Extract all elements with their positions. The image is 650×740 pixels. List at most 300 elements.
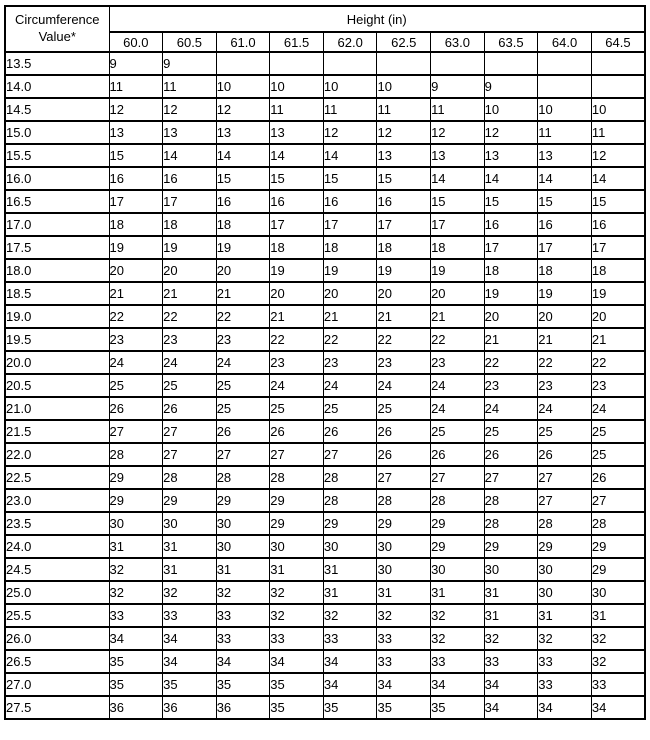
percent-fat-value-cell — [591, 52, 645, 75]
percent-fat-value-cell: 20 — [591, 305, 645, 328]
percent-fat-value-cell: 26 — [270, 420, 324, 443]
table-row — [5, 673, 645, 696]
percent-fat-value-cell: 21 — [109, 282, 163, 305]
percent-fat-value-cell: 24 — [270, 374, 324, 397]
percent-fat-value-cell: 34 — [484, 696, 538, 719]
percent-fat-value-cell: 31 — [377, 581, 431, 604]
percent-fat-value-cell: 22 — [109, 305, 163, 328]
percent-fat-value-cell: 29 — [431, 535, 485, 558]
percent-fat-value-cell: 30 — [323, 535, 377, 558]
circumference-header-line2: Value* — [38, 29, 76, 44]
percent-fat-value-cell: 12 — [163, 98, 217, 121]
percent-fat-value-cell — [323, 52, 377, 75]
percent-fat-value-cell: 17 — [538, 236, 592, 259]
percent-fat-value-cell: 35 — [431, 696, 485, 719]
table-row — [5, 558, 645, 581]
percent-fat-value-cell: 35 — [109, 650, 163, 673]
circumference-header-line1: Circumference — [14, 12, 100, 28]
percent-fat-value-cell: 18 — [431, 236, 485, 259]
height-column-header: 60.0 — [109, 32, 163, 52]
percent-fat-value-cell: 23 — [431, 351, 485, 374]
percent-fat-value-cell: 33 — [538, 673, 592, 696]
percent-fat-value-cell: 32 — [270, 581, 324, 604]
table-row — [5, 75, 645, 98]
table-row — [5, 466, 645, 489]
percent-fat-value-cell: 10 — [270, 75, 324, 98]
percent-fat-value-cell: 12 — [431, 121, 485, 144]
table-row — [5, 397, 645, 420]
percent-fat-value-cell: 11 — [538, 121, 592, 144]
circumference-value-cell: 20.5 — [5, 374, 109, 397]
percent-fat-value-cell: 29 — [216, 489, 270, 512]
percent-fat-value-cell: 12 — [216, 98, 270, 121]
percent-fat-value-cell: 30 — [163, 512, 217, 535]
percent-fat-value-cell: 19 — [484, 282, 538, 305]
percent-fat-value-cell: 18 — [109, 213, 163, 236]
percent-fat-value-cell: 10 — [377, 75, 431, 98]
percent-fat-value-cell: 30 — [431, 558, 485, 581]
percent-fat-value-cell: 32 — [163, 581, 217, 604]
percent-fat-value-cell: 31 — [163, 558, 217, 581]
height-column-header: 61.5 — [270, 32, 324, 52]
percent-fat-value-cell: 27 — [591, 489, 645, 512]
table-row — [5, 604, 645, 627]
percent-fat-value-cell: 23 — [484, 374, 538, 397]
percent-fat-value-cell: 23 — [538, 374, 592, 397]
percent-fat-value-cell: 29 — [484, 535, 538, 558]
percent-fat-value-cell: 9 — [109, 52, 163, 75]
percent-fat-value-cell: 18 — [270, 236, 324, 259]
circumference-value-cell: 27.0 — [5, 673, 109, 696]
percent-fat-value-cell: 19 — [591, 282, 645, 305]
percent-fat-value-cell: 11 — [591, 121, 645, 144]
percent-fat-value-cell: 16 — [109, 167, 163, 190]
percent-fat-value-cell: 34 — [323, 650, 377, 673]
percent-fat-value-cell: 17 — [109, 190, 163, 213]
percent-fat-value-cell: 30 — [216, 512, 270, 535]
percent-fat-value-cell: 23 — [591, 374, 645, 397]
table-row — [5, 213, 645, 236]
percent-fat-value-cell: 14 — [270, 144, 324, 167]
circumference-value-cell: 25.5 — [5, 604, 109, 627]
percent-fat-value-cell: 22 — [431, 328, 485, 351]
percent-fat-value-cell: 24 — [591, 397, 645, 420]
percent-fat-value-cell: 25 — [216, 397, 270, 420]
percent-fat-value-cell — [484, 52, 538, 75]
percent-fat-value-cell: 18 — [538, 259, 592, 282]
percent-fat-value-cell: 28 — [591, 512, 645, 535]
percent-fat-value-cell: 27 — [109, 420, 163, 443]
percent-fat-value-cell: 30 — [484, 558, 538, 581]
percent-fat-value-cell: 19 — [431, 259, 485, 282]
height-column-header: 60.5 — [163, 32, 217, 52]
percent-fat-value-cell: 11 — [431, 98, 485, 121]
percent-fat-value-cell: 26 — [163, 397, 217, 420]
percent-fat-value-cell: 16 — [270, 190, 324, 213]
percent-fat-value-cell: 26 — [538, 443, 592, 466]
percent-fat-value-cell: 18 — [163, 213, 217, 236]
percent-fat-value-cell: 14 — [323, 144, 377, 167]
percent-fat-value-cell: 34 — [323, 673, 377, 696]
height-column-header: 63.0 — [431, 32, 485, 52]
percent-fat-value-cell: 29 — [431, 512, 485, 535]
percent-fat-value-cell: 21 — [216, 282, 270, 305]
percent-fat-value-cell: 24 — [538, 397, 592, 420]
percent-fat-value-cell: 28 — [323, 466, 377, 489]
circumference-value-cell: 24.0 — [5, 535, 109, 558]
percent-fat-value-cell: 33 — [484, 650, 538, 673]
percent-fat-value-cell: 19 — [377, 259, 431, 282]
percent-fat-value-cell: 9 — [431, 75, 485, 98]
percent-fat-value-cell: 31 — [216, 558, 270, 581]
percent-fat-value-cell: 11 — [377, 98, 431, 121]
percent-fat-value-cell: 10 — [216, 75, 270, 98]
percent-fat-value-cell: 29 — [163, 489, 217, 512]
circumference-value-cell: 21.0 — [5, 397, 109, 420]
percent-fat-value-cell: 20 — [431, 282, 485, 305]
percent-fat-value-cell: 35 — [377, 696, 431, 719]
percent-fat-value-cell: 25 — [591, 443, 645, 466]
table-row — [5, 190, 645, 213]
percent-fat-value-cell: 32 — [109, 581, 163, 604]
percent-fat-value-cell: 34 — [216, 650, 270, 673]
percent-fat-value-cell: 22 — [591, 351, 645, 374]
percent-fat-value-cell: 24 — [323, 374, 377, 397]
percent-fat-value-cell: 17 — [591, 236, 645, 259]
table-row — [5, 328, 645, 351]
percent-fat-value-cell: 21 — [163, 282, 217, 305]
percent-fat-value-cell: 33 — [377, 650, 431, 673]
percent-fat-value-cell: 27 — [323, 443, 377, 466]
percent-fat-value-cell: 22 — [484, 351, 538, 374]
percent-fat-value-cell: 25 — [323, 397, 377, 420]
height-column-header: 63.5 — [484, 32, 538, 52]
height-span-header: Height (in) — [109, 6, 645, 32]
table-header — [5, 6, 645, 52]
percent-fat-value-cell: 32 — [591, 650, 645, 673]
percent-fat-value-cell: 31 — [484, 604, 538, 627]
percent-fat-value-cell: 35 — [270, 673, 324, 696]
percent-fat-value-cell: 26 — [431, 443, 485, 466]
circumference-value-cell: 17.0 — [5, 213, 109, 236]
percent-fat-value-cell: 34 — [431, 673, 485, 696]
circumference-value-cell: 19.0 — [5, 305, 109, 328]
percent-fat-value-cell: 18 — [216, 213, 270, 236]
percent-fat-value-cell: 21 — [377, 305, 431, 328]
percent-fat-value-cell: 18 — [591, 259, 645, 282]
percent-fat-value-cell: 16 — [163, 167, 217, 190]
circumference-value-cell: 23.5 — [5, 512, 109, 535]
percent-fat-value-cell: 34 — [163, 650, 217, 673]
percent-fat-value-cell: 26 — [591, 466, 645, 489]
circumference-value-cell: 22.0 — [5, 443, 109, 466]
percent-fat-value-cell: 27 — [538, 489, 592, 512]
table-row — [5, 420, 645, 443]
percent-fat-value-cell: 28 — [216, 466, 270, 489]
percent-fat-value-cell: 27 — [216, 443, 270, 466]
circumference-value-cell: 18.5 — [5, 282, 109, 305]
percent-fat-value-cell: 29 — [270, 489, 324, 512]
percent-fat-value-cell: 30 — [377, 558, 431, 581]
percent-fat-value-cell: 30 — [591, 581, 645, 604]
percent-fat-value-cell: 26 — [377, 443, 431, 466]
percent-fat-value-cell: 30 — [109, 512, 163, 535]
percent-fat-value-cell: 36 — [109, 696, 163, 719]
percent-fat-value-cell: 31 — [323, 558, 377, 581]
table-row — [5, 489, 645, 512]
percent-fat-value-cell: 19 — [270, 259, 324, 282]
percent-fat-value-cell: 36 — [216, 696, 270, 719]
percent-fat-value-cell: 26 — [323, 420, 377, 443]
circumference-value-header — [5, 6, 109, 52]
percent-fat-value-cell: 14 — [216, 144, 270, 167]
percent-fat-value-cell: 33 — [591, 673, 645, 696]
percent-fat-value-cell: 21 — [591, 328, 645, 351]
percent-fat-value-cell: 32 — [323, 604, 377, 627]
percent-fat-value-cell: 35 — [163, 673, 217, 696]
percent-fat-value-cell: 31 — [109, 535, 163, 558]
percent-fat-value-cell: 33 — [216, 627, 270, 650]
percent-fat-value-cell: 28 — [538, 512, 592, 535]
percent-fat-value-cell: 14 — [163, 144, 217, 167]
percent-fat-value-cell — [591, 75, 645, 98]
percent-fat-value-cell: 29 — [377, 512, 431, 535]
percent-fat-value-cell: 34 — [591, 696, 645, 719]
percent-fat-value-cell: 13 — [109, 121, 163, 144]
percent-fat-value-cell: 29 — [538, 535, 592, 558]
circumference-value-cell: 21.5 — [5, 420, 109, 443]
percent-fat-value-cell: 15 — [109, 144, 163, 167]
percent-fat-value-cell: 12 — [591, 144, 645, 167]
circumference-value-cell: 25.0 — [5, 581, 109, 604]
percent-fat-value-cell: 29 — [109, 489, 163, 512]
percent-fat-value-cell: 16 — [323, 190, 377, 213]
percent-fat-value-cell: 12 — [377, 121, 431, 144]
percent-fat-value-cell: 13 — [484, 144, 538, 167]
percent-fat-value-cell: 13 — [377, 144, 431, 167]
percent-fat-value-cell: 34 — [270, 650, 324, 673]
table-row — [5, 650, 645, 673]
height-column-header: 62.0 — [323, 32, 377, 52]
percent-fat-value-cell: 30 — [216, 535, 270, 558]
percent-fat-value-cell: 12 — [109, 98, 163, 121]
table-body — [5, 52, 645, 719]
percent-fat-value-cell: 32 — [431, 604, 485, 627]
percent-fat-value-cell: 28 — [323, 489, 377, 512]
percent-fat-value-cell: 32 — [377, 604, 431, 627]
percent-fat-value-cell: 25 — [538, 420, 592, 443]
percent-fat-value-cell: 19 — [323, 259, 377, 282]
percent-fat-value-cell: 35 — [270, 696, 324, 719]
percent-fat-value-cell: 14 — [484, 167, 538, 190]
percent-fat-value-cell: 24 — [484, 397, 538, 420]
percent-fat-value-cell: 22 — [323, 328, 377, 351]
percent-fat-value-cell: 20 — [216, 259, 270, 282]
percent-fat-value-cell: 20 — [270, 282, 324, 305]
percent-fat-value-cell: 20 — [484, 305, 538, 328]
percent-fat-value-cell: 34 — [109, 627, 163, 650]
percent-fat-value-cell: 25 — [431, 420, 485, 443]
percent-fat-value-cell: 31 — [270, 558, 324, 581]
percent-fat-value-cell: 15 — [270, 167, 324, 190]
height-column-header: 62.5 — [377, 32, 431, 52]
percent-fat-value-cell: 29 — [323, 512, 377, 535]
percent-fat-value-cell: 11 — [323, 98, 377, 121]
percent-fat-value-cell: 36 — [163, 696, 217, 719]
percent-fat-value-cell: 14 — [431, 167, 485, 190]
percent-fat-value-cell: 21 — [538, 328, 592, 351]
span-header-row — [5, 6, 645, 32]
percent-fat-value-cell: 24 — [431, 397, 485, 420]
percent-fat-value-cell: 16 — [377, 190, 431, 213]
percent-fat-value-cell: 29 — [591, 558, 645, 581]
percent-fat-value-cell: 33 — [163, 604, 217, 627]
circumference-value-cell: 16.5 — [5, 190, 109, 213]
percent-fat-value-cell: 32 — [216, 581, 270, 604]
percent-fat-value-cell: 31 — [538, 604, 592, 627]
percent-fat-value-cell: 32 — [484, 627, 538, 650]
percent-fat-value-cell: 33 — [216, 604, 270, 627]
table-row — [5, 351, 645, 374]
circumference-value-cell: 14.0 — [5, 75, 109, 98]
percent-fat-value-cell: 28 — [484, 512, 538, 535]
circumference-value-cell: 22.5 — [5, 466, 109, 489]
percent-fat-value-cell: 12 — [484, 121, 538, 144]
percent-fat-value-cell: 24 — [163, 351, 217, 374]
percent-fat-value-cell: 25 — [484, 420, 538, 443]
table-row — [5, 259, 645, 282]
table-row — [5, 535, 645, 558]
percent-fat-value-cell: 16 — [216, 190, 270, 213]
circumference-height-table — [4, 5, 646, 720]
percent-fat-value-cell: 16 — [538, 213, 592, 236]
percent-fat-value-cell: 16 — [591, 213, 645, 236]
percent-fat-value-cell: 25 — [270, 397, 324, 420]
circumference-value-cell: 24.5 — [5, 558, 109, 581]
percent-fat-value-cell: 19 — [216, 236, 270, 259]
percent-fat-value-cell: 19 — [163, 236, 217, 259]
percent-fat-value-cell: 34 — [484, 673, 538, 696]
percent-fat-value-cell: 14 — [538, 167, 592, 190]
percent-fat-value-cell: 31 — [323, 581, 377, 604]
percent-fat-value-cell: 20 — [109, 259, 163, 282]
table-row — [5, 236, 645, 259]
percent-fat-value-cell: 35 — [216, 673, 270, 696]
percent-fat-value-cell: 27 — [538, 466, 592, 489]
percent-fat-value-cell: 28 — [163, 466, 217, 489]
percent-fat-value-cell: 31 — [484, 581, 538, 604]
percent-fat-value-cell: 10 — [323, 75, 377, 98]
percent-fat-value-cell: 21 — [484, 328, 538, 351]
percent-fat-value-cell: 23 — [323, 351, 377, 374]
percent-fat-value-cell: 33 — [270, 627, 324, 650]
table-row — [5, 627, 645, 650]
percent-fat-value-cell: 11 — [270, 98, 324, 121]
percent-fat-value-cell: 25 — [163, 374, 217, 397]
percent-fat-value-cell: 35 — [109, 673, 163, 696]
percent-fat-value-cell: 13 — [538, 144, 592, 167]
percent-fat-value-cell: 30 — [377, 535, 431, 558]
percent-fat-value-cell: 25 — [216, 374, 270, 397]
percent-fat-value-cell: 26 — [216, 420, 270, 443]
percent-fat-value-cell — [538, 75, 592, 98]
percent-fat-value-cell: 15 — [431, 190, 485, 213]
percent-fat-value-cell: 10 — [484, 98, 538, 121]
circumference-value-cell: 15.5 — [5, 144, 109, 167]
circumference-value-cell: 16.0 — [5, 167, 109, 190]
percent-fat-value-cell: 29 — [591, 535, 645, 558]
percent-fat-value-cell: 23 — [216, 328, 270, 351]
percent-fat-value-cell: 19 — [538, 282, 592, 305]
percent-fat-value-cell: 15 — [484, 190, 538, 213]
percent-fat-value-cell: 14 — [591, 167, 645, 190]
circumference-value-cell: 13.5 — [5, 52, 109, 75]
percent-fat-value-cell: 17 — [323, 213, 377, 236]
percent-fat-value-cell: 31 — [431, 581, 485, 604]
percent-fat-value-cell: 15 — [538, 190, 592, 213]
table-row — [5, 305, 645, 328]
percent-fat-value-cell: 17 — [270, 213, 324, 236]
percent-fat-value-cell: 23 — [163, 328, 217, 351]
percent-fat-value-cell: 31 — [591, 604, 645, 627]
percent-fat-value-cell: 22 — [216, 305, 270, 328]
circumference-value-cell: 14.5 — [5, 98, 109, 121]
percent-fat-value-cell: 11 — [109, 75, 163, 98]
percent-fat-value-cell: 27 — [270, 443, 324, 466]
percent-fat-value-cell: 21 — [323, 305, 377, 328]
percent-fat-value-cell: 35 — [323, 696, 377, 719]
percent-fat-value-cell: 22 — [538, 351, 592, 374]
percent-fat-value-cell — [216, 52, 270, 75]
percent-fat-value-cell: 22 — [377, 328, 431, 351]
table-row — [5, 282, 645, 305]
percent-fat-value-cell: 15 — [323, 167, 377, 190]
percent-fat-value-cell: 12 — [323, 121, 377, 144]
percent-fat-value-cell: 24 — [216, 351, 270, 374]
percent-fat-value-cell: 18 — [323, 236, 377, 259]
document-page — [0, 5, 650, 740]
percent-fat-value-cell: 30 — [538, 581, 592, 604]
percent-fat-value-cell: 10 — [538, 98, 592, 121]
table-row — [5, 144, 645, 167]
percent-fat-value-cell — [538, 52, 592, 75]
percent-fat-value-cell: 23 — [109, 328, 163, 351]
percent-fat-value-cell: 17 — [377, 213, 431, 236]
percent-fat-value-cell: 13 — [431, 144, 485, 167]
percent-fat-value-cell: 30 — [270, 535, 324, 558]
percent-fat-value-cell: 25 — [377, 397, 431, 420]
percent-fat-value-cell: 32 — [109, 558, 163, 581]
percent-fat-value-cell — [431, 52, 485, 75]
table-row — [5, 374, 645, 397]
percent-fat-value-cell — [377, 52, 431, 75]
percent-fat-value-cell: 20 — [323, 282, 377, 305]
circumference-value-cell: 20.0 — [5, 351, 109, 374]
percent-fat-value-cell: 24 — [377, 374, 431, 397]
circumference-value-cell: 18.0 — [5, 259, 109, 282]
circumference-value-cell: 17.5 — [5, 236, 109, 259]
table-row — [5, 581, 645, 604]
percent-fat-value-cell: 22 — [270, 328, 324, 351]
table-row — [5, 512, 645, 535]
height-column-header: 64.5 — [591, 32, 645, 52]
percent-fat-value-cell: 24 — [431, 374, 485, 397]
table-row — [5, 52, 645, 75]
percent-fat-value-cell: 26 — [484, 443, 538, 466]
table-row — [5, 167, 645, 190]
percent-fat-value-cell: 13 — [216, 121, 270, 144]
percent-fat-value-cell: 10 — [591, 98, 645, 121]
